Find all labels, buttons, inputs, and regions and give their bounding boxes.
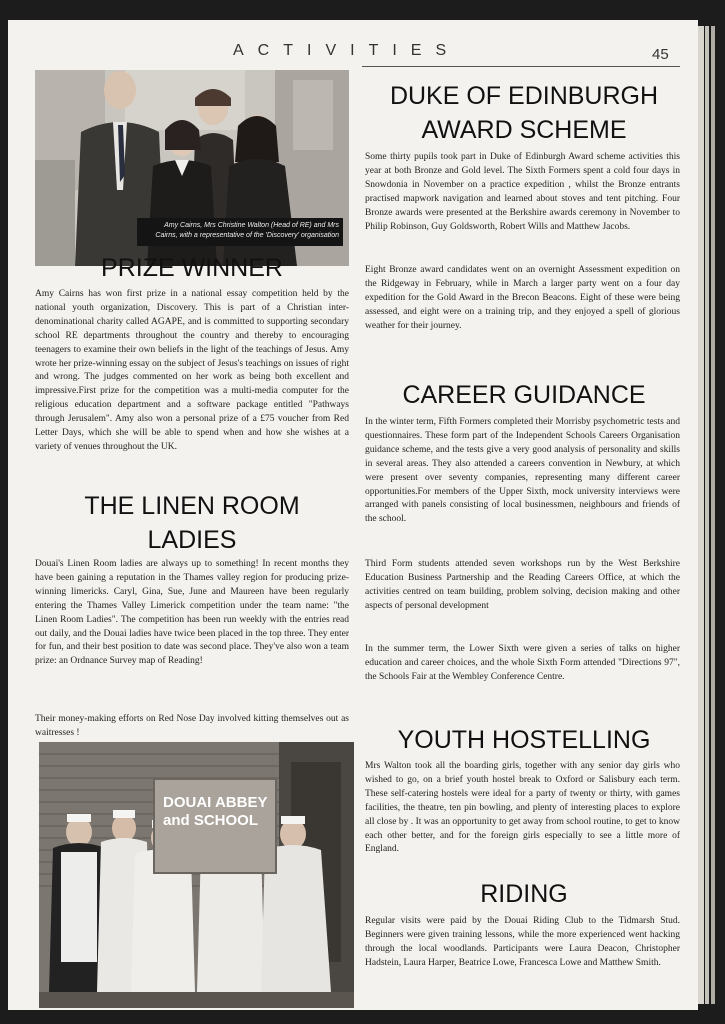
duke-heading-line2: AWARD SCHEME [421, 116, 627, 144]
duke-text: Some thirty pupils took part in Duke of Edinburgh Award scheme activities this year at both Bronze and Gold level. The Sixth Formers spent a cold four days in Snowdonia in November on a practice expedition , whilst the Bronze entrants practised mapwork navigation and learned about stoves and tent pitching. Four Bronze awards were presented at the Berkshire awards ceremony in November to Philip Robinson, Guy Goldsworth, Robert Wills and Matthew Jacobs. [365, 152, 680, 232]
career-text-3: In the summer term, the Lower Sixth were given a series of talks on higher education and career choices, and the whole Sixth Form attended "Directions 97", the Schools Fair at the Wembley Conference Centre. [365, 644, 680, 682]
prize-winner-photo [35, 70, 349, 266]
linen-room-photo [39, 742, 354, 1008]
duke-heading-line1: DUKE OF EDINBURGH [389, 82, 659, 110]
youth-hostelling-text: Mrs Walton took all the boarding girls, together with any senior day girls who wished to go, on a brief youth hostel break to Oxford or Salisbury each term. These self-catering hostels were ideal for a party of twenty or thirty, with games facilities, the theatre, ten pin bowling, and plenty of interesting places to explore all close by . It was an opportunity to get away from school routine, to get to know each other better, and for the foreign girls especially to see a little more of England. [365, 761, 680, 855]
career-heading: CAREER GUIDANCE [402, 381, 646, 409]
page-number: 45 [652, 46, 669, 63]
linen-room-text: Douai's Linen Room ladies are always up to something! In recent months they have been gaining a reputation in the Thames valley region for producing prize-winning limericks. Caryl, Gina, Sue, June and Maureen have been regularly entering the Thames Valley Limerick competition under the team name: "the Linen Room Ladies". The competition has been run weekly with the entries read out daily, and the Douai ladies have twice been placed in the top three. They enter for fun, and their best position to date was second place. They've also won a team prize: an Ordnance Survey map of Reading! [35, 559, 349, 667]
career-text: In the winter term, Fifth Formers completed their Morrisby psychometric tests and questionnaires. These form part of the Independent Schools Careers Organisation guidance scheme, and the tests give a very good analysis of personality and skills in several areas. They also attended a careers convention in Newbury, at which were present over seventy companies, representing many different career opportunities.For members of the Upper Sixth, mock university interviews were arranged with panels consisting of local businessmen, neighbours and friends of the school. [365, 417, 680, 525]
page-edge [698, 26, 704, 1004]
linen-room-text-2: Their money-making efforts on Red Nose Day involved kitting themselves out as waitresses ! [35, 714, 349, 738]
prize-winner-text: Amy Cairns has won first prize in a national essay competition held by the national youth organization, Discovery. This is part of a Christian inter-denominational charity called AGAPE, and is committed to supporting secondary school RE departments throughout the country and thereby to encouraging teenagers to examine their own beliefs in the light of the teachings of Jesus. Amy wrote her prize-winning essay on the subject of Jesus's teachings on issues of right and wrong. The judges commented on her work as being both excellent and impressive.First prize for the competition was a multi-media computer for the religious education department and a software package entitled "Pathways through Jerusalem". Amy also won a personal prize of a £75 voucher from Red Letter Days, which she will be able to spend when and how she wishes at a variety of venues throughout the UK. [35, 289, 349, 452]
sign-line-1: DOUAI ABBEY [163, 794, 268, 811]
header-rule [362, 66, 680, 67]
riding-text: Regular visits were paid by the Douai Riding Club to the Tidmarsh Stud. Beginners were given training lessons, while the more experienced went hacking through the local woodlands. Participants were Laura Deacon, Christopher Hadstein, Laura Harper, Beatrice Lowe, Francesca Lowe and Matthew Smith. [365, 916, 680, 968]
duke-text-2: Eight Bronze award candidates went on an overnight Assessment expedition on the Ridgeway in February, while in March a larger party went on a four day expedition for the Gold Award in the Brecon Beacons. Eight of these were being assessed, and eight were on a training trip, and they enjoyed a spell of glorious weather for their journey. [365, 265, 680, 331]
riding-heading: RIDING [480, 880, 568, 908]
career-text-2: Third Form students attended seven workshops run by the West Berkshire Education Business Partnership and the Reading Careers Office, at which the activities centred on team building, problem solving, decision making and other aspects of personal development [365, 559, 680, 611]
page-edge [705, 26, 709, 1004]
section-header: ACTIVITIES [233, 42, 461, 59]
page-edge [711, 26, 715, 1004]
youth-hostelling-heading: YOUTH HOSTELLING [397, 726, 651, 754]
sign-line-2: and SCHOOL [163, 812, 259, 829]
douai-abbey-sign [153, 778, 277, 874]
linen-room-heading-line2: LADIES [147, 526, 237, 554]
magazine-page [8, 20, 698, 1010]
prize-winner-heading: PRIZE WINNER [101, 254, 283, 282]
linen-room-heading-line1: THE LINEN ROOM [84, 492, 300, 520]
photo-caption: Amy Cairns, Mrs Christine Walton (Head of RE) and Mrs Cairns, with a representative of the 'Discovery' organisation [137, 218, 343, 246]
